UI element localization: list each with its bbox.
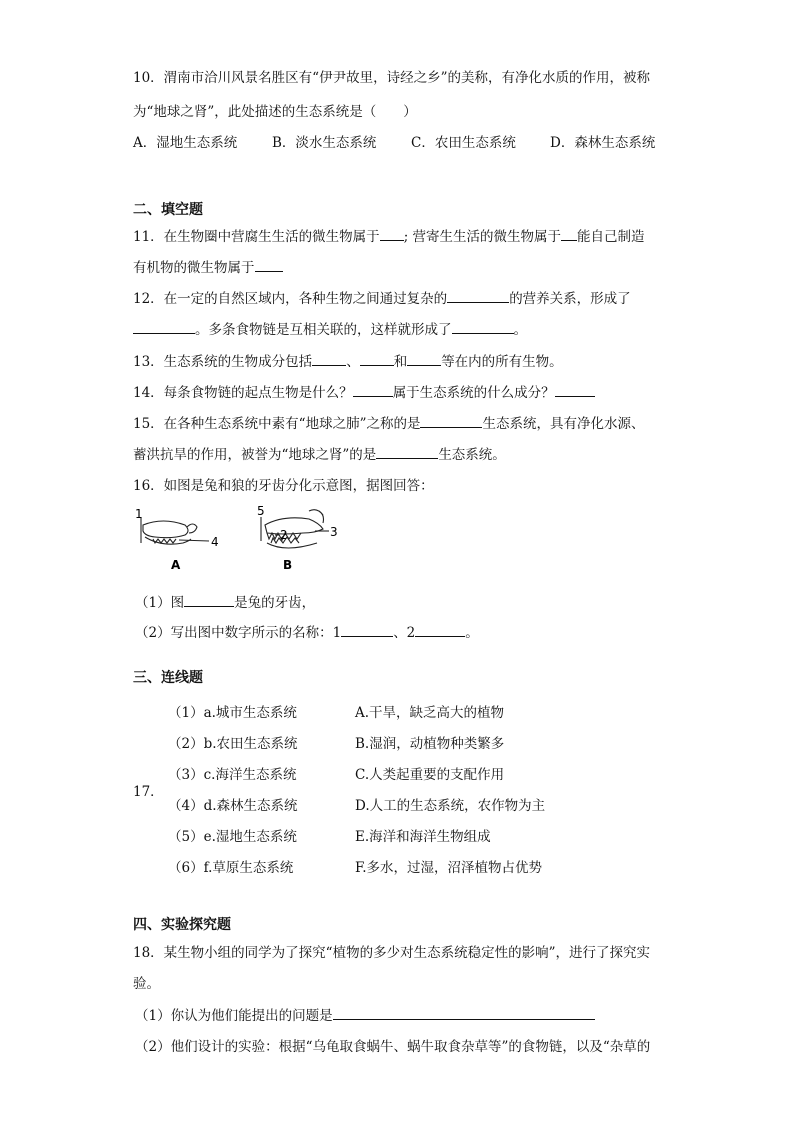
q13-blank-2[interactable]: [360, 352, 394, 366]
q17-right-a[interactable]: A.干旱，缺乏高大的植物: [355, 705, 505, 721]
q18-stem-line2: 验。: [133, 976, 160, 992]
section-heading-experiment: 四、实验探究题: [133, 917, 231, 933]
q11-text-c: 能自己制造: [577, 229, 645, 245]
q13-blank-1[interactable]: [312, 352, 346, 366]
fig-b-num-3: 3: [330, 525, 338, 539]
q11-text-a: 11．在生物圈中营腐生生活的微生物属于: [133, 229, 380, 245]
q14-text-a: 14．每条食物链的起点生物是什么？: [133, 385, 353, 401]
q15-blank-1[interactable]: [420, 414, 482, 428]
fig-b-label: B: [283, 558, 293, 572]
section-heading-fill-blank: 二、填空题: [133, 202, 203, 218]
teeth-diagram: [133, 503, 348, 575]
q11-text-b: ; 营寄生生活的微生物属于: [403, 229, 562, 245]
q18-sub1-text: （1）你认为他们能提出的问题是: [135, 1008, 333, 1024]
fig-b-num-5: 5: [257, 504, 265, 518]
q11-blank-3[interactable]: [255, 258, 283, 272]
q16-sub2-text-b: 、2: [393, 625, 416, 641]
q18-stem-line1: 18．某生物小组的同学为了探究“植物的多少对生态系统稳定性的影响”，进行了探究实: [133, 945, 650, 961]
q17-left-3[interactable]: （3）c.海洋生态系统: [168, 767, 297, 783]
q15-text-b: 生态系统，具有净化水源、: [482, 416, 645, 432]
q13-text-d: 等在内的所有生物。: [441, 354, 563, 370]
fig-b-num-2: 2: [280, 528, 288, 542]
q11-blank-2[interactable]: [561, 227, 577, 241]
q14-blank-1[interactable]: [353, 383, 393, 397]
q16-sub2: [135, 621, 479, 641]
q13-blank-3[interactable]: [407, 352, 441, 366]
q16-sub1-text-a: （1）图: [135, 595, 185, 611]
q15-line2: [133, 443, 506, 463]
q18-blank-1[interactable]: [333, 1006, 595, 1020]
q12-blank-2[interactable]: [133, 320, 195, 334]
q13-text-c: 和: [393, 354, 408, 370]
q17-right-c[interactable]: C.人类起重要的支配作用: [355, 767, 505, 783]
q12-line1: [133, 287, 631, 307]
q10-option-b: B．淡水生态系统: [272, 135, 377, 151]
q17-number: 17．: [133, 784, 164, 800]
q15-text-c: 蓄洪抗旱的作用，被誉为“地球之肾”的是: [133, 447, 377, 463]
q10-option-c: C．农田生态系统: [411, 135, 516, 151]
q16-blank-3[interactable]: [415, 623, 465, 637]
q17-left-5[interactable]: （5）e.湿地生态系统: [168, 829, 297, 845]
q11-line1: [133, 225, 645, 245]
fig-a-label: A: [171, 558, 181, 572]
q15-blank-2[interactable]: [376, 445, 438, 459]
q15-line1: [133, 412, 644, 432]
q12-text-b: 的营养关系，形成了: [509, 291, 631, 307]
q17-left-1[interactable]: （1）a.城市生态系统: [168, 705, 297, 721]
q13-line: [133, 350, 563, 370]
q12-text-c: 。多条食物链是互相关联的，这样就形成了: [195, 322, 452, 338]
q14-blank-2[interactable]: [555, 383, 595, 397]
fig-a-num-4: 4: [211, 535, 219, 549]
q17-right-b[interactable]: B.湿润，动植物种类繁多: [355, 736, 505, 752]
q16-stem: 16．如图是兔和狼的牙齿分化示意图，据图回答：: [133, 478, 434, 494]
q10-option-d: D．森林生态系统: [550, 135, 656, 151]
q16-blank-2[interactable]: [341, 623, 393, 637]
q13-text-a: 13．生态系统的生物成分包括: [133, 354, 313, 370]
q17-left-4[interactable]: （4）d.森林生态系统: [168, 798, 298, 814]
q12-blank-1[interactable]: [447, 289, 509, 303]
q17-left-6[interactable]: （6）f.草原生态系统: [168, 860, 294, 876]
q10-stem-line2: 为“地球之肾”，此处描述的生态系统是（ ）: [133, 104, 417, 120]
wolf-teeth-figure: [261, 510, 329, 548]
q17-right-f[interactable]: F.多水，过湿，沼泽植物占优势: [355, 860, 543, 876]
q14-text-b: 属于生态系统的什么成分？: [392, 385, 555, 401]
q10-option-a: A．湿地生态系统: [133, 135, 238, 151]
q13-text-b: 、: [346, 354, 360, 370]
q18-sub1: [135, 1004, 595, 1024]
q12-blank-3[interactable]: [452, 320, 514, 334]
q11-blank-1[interactable]: [380, 227, 404, 241]
q10-options: [133, 131, 655, 151]
q16-sub1-text-b: 是兔的牙齿，: [234, 595, 316, 611]
q12-text-a: 12．在一定的自然区域内，各种生物之间通过复杂的: [133, 291, 448, 307]
q11-line2: [133, 256, 283, 276]
q18-sub2: （2）他们设计的实验：根据“乌龟取食蜗牛、蜗牛取食杂草等”的食物链，以及“杂草的: [135, 1039, 651, 1055]
q16-sub2-text-a: （2）写出图中数字所示的名称：1: [135, 625, 342, 641]
q12-line2: [133, 318, 527, 338]
q12-text-d: 。: [513, 322, 527, 338]
q15-text-d: 生态系统。: [438, 447, 506, 463]
section-heading-matching: 三、连线题: [133, 670, 203, 686]
q17-right-e[interactable]: E.海洋和海洋生物组成: [355, 829, 491, 845]
q17-right-d[interactable]: D.人工的生态系统，农作物为主: [355, 798, 546, 814]
rabbit-teeth-figure: [141, 517, 209, 544]
q16-sub1: [135, 591, 315, 611]
q15-text-a: 15．在各种生态系统中素有“地球之肺”之称的是: [133, 416, 421, 432]
fig-a-num-1: 1: [135, 507, 143, 521]
q11-text-d: 有机物的微生物属于: [133, 260, 255, 276]
q10-stem-line1: 10．渭南市洽川风景名胜区有“伊尹故里，诗经之乡”的美称，有净化水质的作用，被称: [133, 70, 650, 86]
q16-blank-1[interactable]: [184, 593, 234, 607]
q17-left-2[interactable]: （2）b.农田生态系统: [168, 736, 298, 752]
q16-sub2-text-c: 。: [465, 625, 479, 641]
q14-line: [133, 381, 595, 401]
